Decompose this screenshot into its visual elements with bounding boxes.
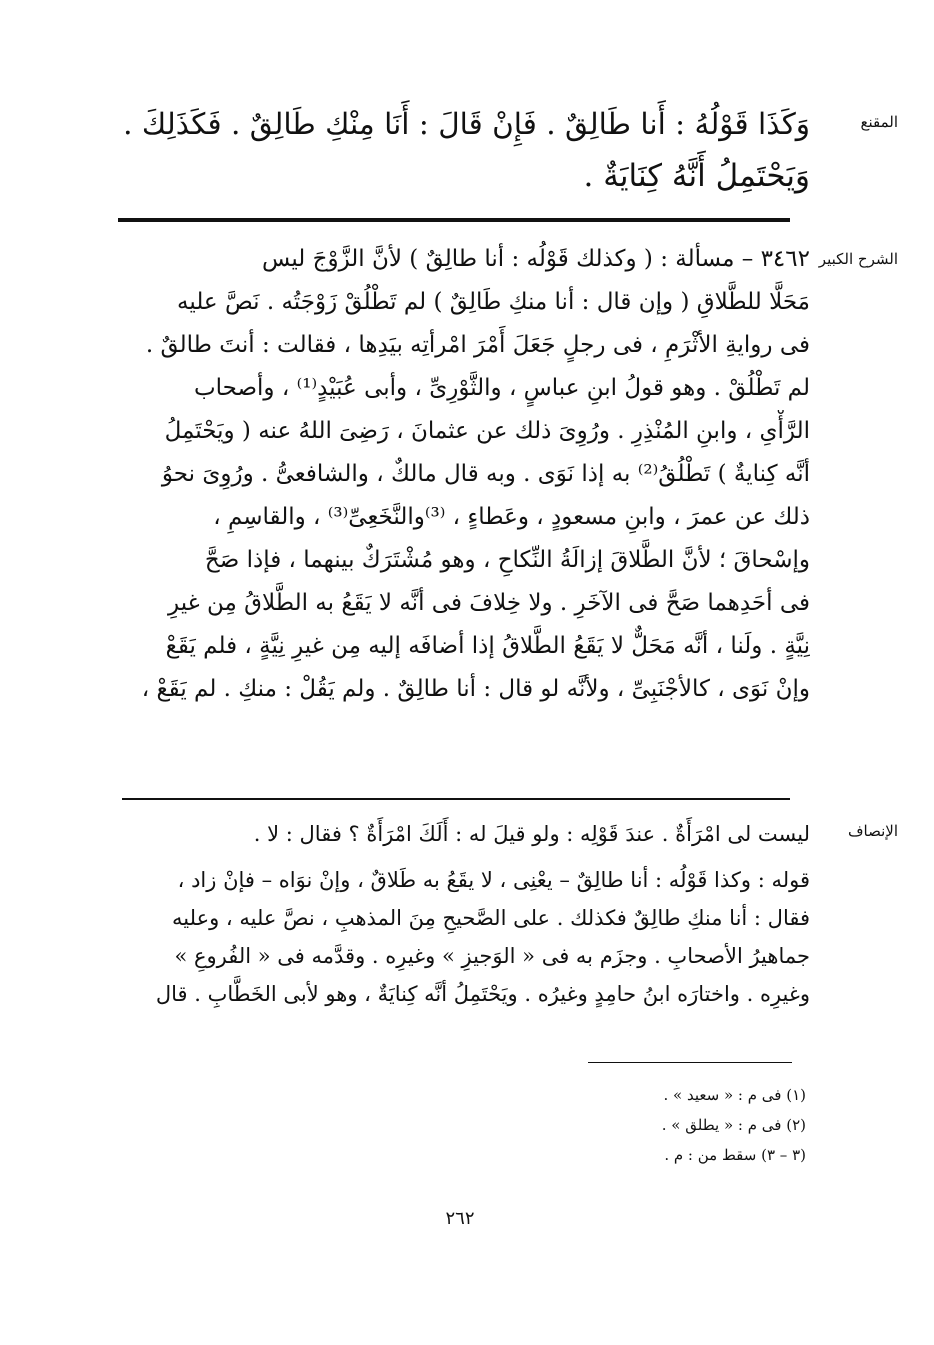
sharh-line: ٣٤٦٢ – مسألة : ( وكذلك قَوْلُه : أنا طالِقٌ ) لأنَّ الزَّوْجَ ليس: [262, 246, 810, 272]
section-divider-thin: [122, 798, 790, 800]
muqni-line: وَيَحْتَمِلُ أَنَّهُ كِنَايَةٌ .: [583, 158, 810, 194]
sharh-line: أنَّه كِنايةٌ ) تَطْلُقُ⁽²⁾ به إذا نَوَى . وبه قال مالكٌ ، والشافعىُّ . ورُوِىَ نحوُ: [161, 461, 810, 487]
sharh-line: وإسْحاقَ ؛ لأنَّ الطَّلاقَ إزالَةُ النِّكاحِ ، وهو مُشْتَرَكٌ بينهما ، فإذا صَحَّ: [204, 547, 810, 573]
footnote-item: (٣ – ٣) سقط من : م .: [664, 1146, 806, 1164]
footnotes: [500, 1080, 806, 1170]
sharh-line: الرَّأْىِ ، وابنِ المُنْذِرِ . ورُوِىَ ذلك عن عثمانَ ، رَضِىَ اللهُ عنه ( ويَحْتَمِلُ: [164, 418, 810, 444]
page-number: ٢٦٢: [445, 1208, 475, 1229]
insaf-line: جماهيرُ الأصحابِ . وجزَم به فى « الوَجيزِ » وغيرِه . وقدَّمه فى « الفُروعِ »: [174, 944, 810, 968]
insaf-line: ليست لى امْرَأَةٌ . عندَ قَوْلِه : ولو قيلَ له : أَلَكَ امْرَأَةٌ ؟ فقال : لا .: [253, 822, 810, 846]
sharh-text: [118, 238, 810, 711]
insaf-text: [118, 815, 810, 1013]
section-divider-thick: [118, 218, 790, 222]
label-sharh: الشرح الكبير: [818, 250, 898, 268]
sharh-line: لم تَطْلُقْ . وهو قولُ ابنِ عباسٍ ، والثَّوْرِىِّ ، وأبى عُبَيْدٍ⁽¹⁾ ، وأصحاب: [193, 375, 810, 401]
sharh-line: ذلك عن عمرَ ، وابنِ مسعودٍ ، وعَطاءٍ ، ⁽³⁾والنَّخَعِىِّ⁽³⁾ ، والقاسِمِ ،: [213, 504, 810, 530]
insaf-line: فقال : أنا منكِ طالِقٌ فكذلك . على الصَّحيحِ مِنَ المذهبِ ، نصَّ عليه ، وعليه: [172, 906, 810, 930]
sharh-line: مَحَلًّا للطَّلاقِ ( وإن قال : أنا منكِ طَالِقٌ ) لم تَطْلُقْ زَوْجَتُه . نَصَّ عليه: [177, 289, 810, 315]
label-muqni: المقنع: [860, 113, 898, 131]
label-insaf: الإنصاف: [847, 822, 898, 840]
sharh-line: فى أحَدِهما صَحَّ فى الآخَرِ . ولا خِلافَ فى أنَّه لا يَقَعُ به الطَّلاقُ مِن غيرِ: [168, 590, 810, 616]
insaf-line: وغيرِه . واختارَه ابنُ حامِدٍ وغيرُه . ويَحْتَمِلُ أنَّه كِنايَةٌ ، وهو لأبى الخَطَّابِ . قال: [155, 982, 810, 1006]
footnote-item: (٢) فى م : « يطلق » .: [661, 1116, 806, 1134]
footnote-item: (١) فى م : « سعيد » .: [663, 1086, 806, 1104]
muqni-text: [120, 98, 810, 202]
sharh-line: نِيَّةٍ . ولَنا ، أنَّه مَحَلٌّ لا يَقَعُ الطَّلاقُ إذا أضافَه إليه مِن غيرِ نِيَّةٍ ، فلم يَقَعْ: [165, 633, 810, 659]
sharh-line: وإنْ نَوَى ، كالأجْنَبِىِّ ، ولأنَّه لو قال : أنا طالِقٌ . ولم يَقُلْ : منكِ . لم يَقَعْ ،: [141, 676, 810, 702]
footnote-divider: [588, 1062, 792, 1063]
sharh-line: فى روايةِ الأثْرَمِ ، فى رجلٍ جَعَلَ أَمْرَ امْرأتِه بيَدِها ، فقالت : أنتَ طالقٌ .: [145, 332, 810, 358]
muqni-line: وَكَذَا قَوْلُهُ : أَنا طَالِقٌ . فَإِنْ قَالَ : أَنَا مِنْكِ طَالِقٌ . فَكَذَلِكَ .: [123, 107, 810, 141]
insaf-line: قوله : وكذا قَوْلُه : أنا طالِقٌ – يعْنِى ، لا يقَعُ به طَلاقٌ ، وإنْ نوَاه – فإنْ زاد ،: [177, 868, 810, 892]
